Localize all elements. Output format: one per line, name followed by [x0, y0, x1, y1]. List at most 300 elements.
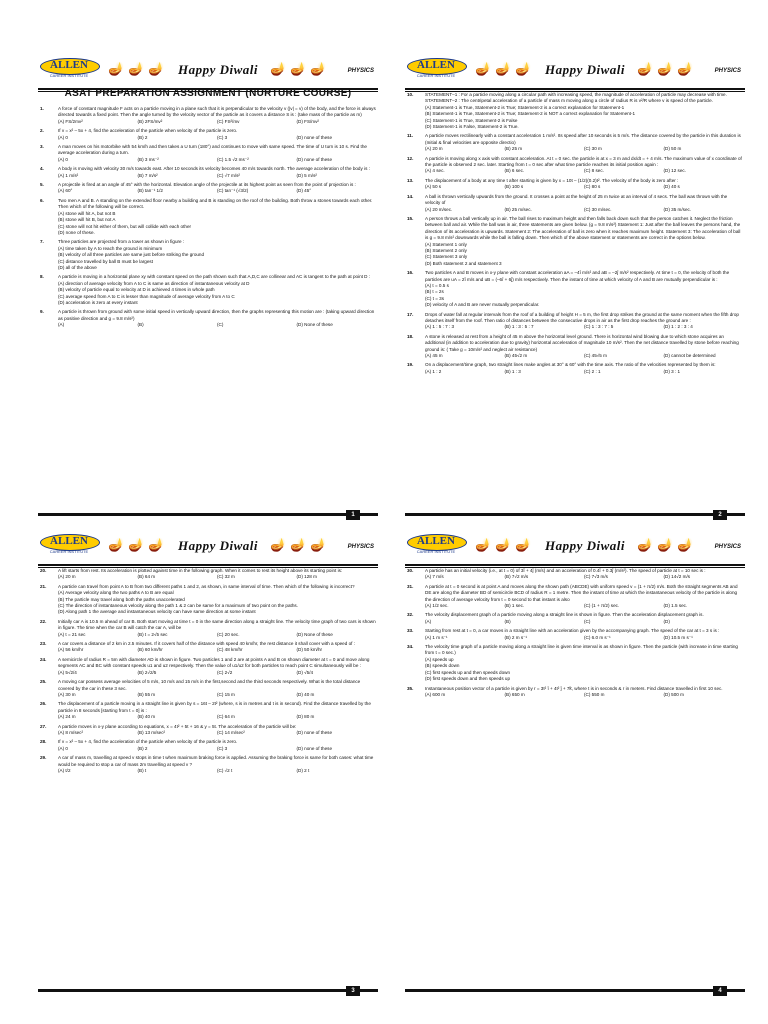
answer-option: (B) 2 m s⁻¹ — [504, 634, 528, 640]
question-number: 31. — [407, 583, 414, 589]
page-footer-rule — [38, 989, 378, 992]
question-text: A particle moves in x-y plane according to equations, x = 4t² + 5t + 16 & y = 5t. The acceleration of the particle will be: — [58, 723, 297, 729]
banner-text: Happy Diwali — [545, 62, 626, 77]
lamp-icon: 🪔 — [270, 537, 287, 552]
option-list — [425, 168, 743, 174]
option-list — [425, 353, 743, 359]
question-number: 8. — [40, 274, 44, 280]
answer-option: (D) none of these. — [58, 229, 95, 235]
answer-option: (C) Statement 3 only — [425, 254, 468, 260]
worksheet-page-3 — [38, 528, 378, 998]
answer-option: (D) 35 m/sec. — [663, 206, 692, 212]
option-list — [58, 173, 376, 179]
option-list — [58, 768, 376, 774]
question-item — [40, 739, 376, 752]
answer-option: (C) 80 s — [584, 184, 601, 190]
answer-option: (A) 1/2 sec. — [425, 603, 449, 609]
answer-option: (B) 2 — [137, 745, 148, 751]
answer-option: (A) 60° — [58, 188, 73, 194]
answer-option: (C) 64 m — [217, 714, 235, 720]
question-text: A stone is released at rest from a height of 45 m above the horizontal level ground. There is horizontal wind blowing due to which stone acquires an additional (in addition to acceleration due to gravity) horizontal acceleration of magnitude 10 m/s². Then the net distance travelled by stone before reaching ground is: ( Take g = 10m/s² and neglect air resistance) — [425, 333, 739, 352]
answer-option: (B) velocity of all three particles are same just before striking the ground — [58, 252, 205, 258]
question-item — [40, 679, 376, 698]
question-number: 7. — [40, 239, 44, 245]
lamp-icon: 🪔 — [148, 61, 165, 76]
question-number: 5. — [40, 182, 44, 188]
option-list — [58, 647, 376, 653]
question-item — [40, 619, 376, 638]
option-list — [425, 146, 743, 152]
question-number: 27. — [40, 723, 47, 729]
answer-option: (C) 20 sec. — [217, 631, 240, 637]
question-text: A particle moves rectilinearly with a constant acceleration 1 m/s². Its speed after 10 seconds is 5 m/s. The distance covered by the particle in this duration is (Initial & final velocities are opposite directio) — [425, 133, 741, 145]
answer-option: (C) 14 m/sec² — [217, 729, 245, 735]
lamp-icon: 🪔 — [108, 537, 125, 552]
question-number: 25. — [40, 679, 47, 685]
answer-option: (D) 45° — [296, 188, 312, 194]
question-item — [407, 156, 743, 175]
question-number: 19. — [407, 362, 414, 368]
answer-option: (B) 1 : 3 — [504, 368, 521, 374]
allen-logo: ALLEN CAREER INSTITUTE — [407, 534, 465, 558]
question-number: 15. — [407, 215, 414, 221]
worksheet-page-2 — [405, 52, 745, 522]
answer-option: (A) 20 m — [58, 574, 76, 580]
answer-option: (B) 7√2 m/s — [504, 574, 529, 580]
worksheet-page-1 — [38, 52, 378, 522]
question-number: 34. — [407, 644, 414, 650]
lamp-icon: 🪔 — [637, 61, 654, 76]
answer-option: (B) — [137, 322, 144, 328]
question-item — [407, 584, 743, 610]
answer-option: (A) 0 — [58, 745, 68, 751]
question-number: 10. — [407, 92, 414, 97]
question-number: 6. — [40, 197, 44, 203]
option-list — [58, 281, 376, 307]
answer-option: (D) 10.5 m s⁻¹ — [663, 634, 693, 640]
question-number: 9. — [40, 309, 44, 315]
answer-option: (A) 7 m/s — [425, 574, 444, 580]
answer-option: (A) t = 0.5 s — [425, 282, 449, 288]
answer-option: (C) first speeds up and then speeds down — [425, 669, 511, 675]
answer-option: (C) Statement-1 is True, Statement-2 is False — [425, 117, 518, 123]
answer-option: (D) FS/mv² — [296, 118, 319, 124]
answer-option: (A) t = 21 sec — [58, 631, 86, 637]
question-item — [40, 182, 376, 195]
question-number: 1. — [40, 106, 44, 111]
question-number: 35. — [407, 685, 414, 691]
answer-option: (B) velocity of particle equal to velocity at D is achieved 4 times in whole path — [58, 287, 215, 293]
lamp-icon: 🪔 — [310, 61, 327, 76]
option-list — [58, 692, 376, 698]
lamp-icon: 🪔 — [677, 61, 694, 76]
lamp-icon: 🪔 — [475, 537, 492, 552]
answer-option: (C) tan⁻¹ (√3/2) — [217, 188, 249, 194]
answer-option: (B) 3 ms⁻² — [137, 156, 159, 162]
question-text: A body is moving with velocity 30 m/s towards east. After 10 seconds its velocity becomes 40 m/s towards north. The average acceleration of the body is : — [58, 166, 370, 172]
question-item — [407, 362, 743, 375]
answer-option: (C) distance travelled by ball B must be largest — [58, 258, 153, 264]
answer-option: (B) Statement-1 is True, Statement-2 is True; Statement-2 is NOT a correct explanation for Statement-1 — [425, 111, 636, 117]
answer-option: (A) 20 m — [425, 146, 443, 152]
answer-option: (C) 3 — [217, 134, 228, 140]
question-item — [407, 178, 743, 191]
banner-text: Happy Diwali — [545, 538, 626, 553]
answer-option: (A) Average velocity along the two paths A to B are equal — [58, 590, 174, 596]
answer-option: (B) 60 km/hr — [137, 647, 163, 653]
question-number: 26. — [40, 701, 47, 707]
question-text: Two particles A and B moves in x-y plane with constant acceleration aA = –4î m/s² and aB = –2ĵ m/s² respectively. At time t = 0, the velocity of both the particles are uA = 2î m/s and uB = (–6î + 6ĵ) m/s respectively. Then the instant of time at which velocity of A and B are mutually perpendicular is : — [425, 270, 730, 282]
lamp-icon: 🪔 — [495, 61, 512, 76]
banner-text: Happy Diwali — [178, 538, 259, 553]
worksheet-page-4 — [405, 528, 745, 998]
option-list — [58, 246, 376, 272]
question-number: 3. — [40, 144, 44, 150]
answer-option: (D) all of the above — [58, 264, 97, 270]
question-text: On a displacement/time graph, two straight lines make angles at 30° & 60° with the time axis. The ratio of the velocities represented by them is: — [425, 362, 716, 368]
question-item — [40, 657, 376, 676]
answer-option: (C) — [217, 322, 224, 328]
answer-option: (C) stone will not hit either of them, but will collide with each other — [58, 223, 192, 229]
question-text: The velocity time graph of a particle moving along a straight line is given time interval is as shown in figure. Then the particle (with increase in time starting from t = 0 sec.) — [425, 644, 738, 656]
answer-option: (B) 55 m — [137, 691, 156, 697]
question-text: A projectile is fired at an angle of 45° with the horizontal. Elevation angle of the projectile at its highest point as seen from the point of projection is : — [58, 182, 356, 188]
answer-option: (D) Statement-1 is False, Statement-2 is True. — [425, 124, 519, 130]
answer-option: (C) 8 sec. — [584, 168, 604, 174]
option-list — [425, 105, 743, 131]
question-text: Starting from rest at t = 0, a car moves in a straight line with an acceleration given by the accompanying graph. The speed of the car at t = 3 s is : — [425, 628, 720, 634]
answer-option: (D) Both statement 2 and statement 3 — [425, 260, 502, 266]
question-list — [40, 568, 376, 777]
page-footer-rule — [38, 513, 378, 516]
answer-option: (C) 1 : 3 : 7 : 5 — [584, 324, 614, 330]
page-number: 4 — [713, 986, 727, 996]
question-number: 28. — [40, 739, 47, 745]
answer-option: (C) average speed from A to C is lesser than magnitude of average velocity from A to C — [58, 293, 235, 299]
answer-option: (A) 50 s — [425, 184, 442, 190]
question-item — [40, 724, 376, 737]
option-list — [58, 157, 376, 163]
answer-option: (D) cannot be determined — [663, 353, 716, 359]
question-item — [40, 274, 376, 306]
question-item — [407, 312, 743, 331]
question-text: Instantaneous position vector of a particle is given by r = 3t² î + 4t² ĵ + 7k̂, where t is in seconds & r in meters. Find distance travelled in first 10 sec. — [425, 685, 723, 691]
question-item — [40, 701, 376, 720]
question-text: A particle at t = 0 second is at point A and moves along the shown path (ABCDE) with uniform speed v = (1 + π/2) m/s. Both the straight segments AB and DE are along the diameter BD of semicircle BCD of radius R = 1 metre. Then the instant of time at which the instantaneous velocity of the particle is along the direction of average velocity from t = 0 second to that instant is also — [425, 583, 738, 602]
option-list — [58, 590, 376, 616]
answer-option: (C) 15 m — [217, 691, 235, 697]
answer-option: (A) 8 m/sec² — [58, 729, 84, 735]
answer-option: (C) 30 m — [584, 146, 602, 152]
lamp-icon: 🪔 — [290, 61, 307, 76]
answer-option: (B) 13 m/sec² — [137, 729, 166, 735]
answer-option: (C) 7√3 m/s — [584, 574, 608, 580]
page-header — [38, 58, 378, 84]
question-number: 2. — [40, 128, 44, 134]
question-text: The velocity displacement graph of a particle moving along a straight line is shown in figure. Then the acceleration displacement graph is. — [425, 612, 704, 618]
question-item — [40, 568, 376, 581]
question-number: 21. — [40, 583, 47, 589]
answer-option: (A) FS/2mv² — [58, 118, 83, 124]
question-text: A man moves on his motorbike with 54 km/h and then takes a U turn (180°) and continues to move with same speed. The time of U turn is 10 s. Find the average acceleration during a turn. — [58, 144, 367, 156]
answer-option: (A) Statement 1 only — [425, 241, 467, 247]
answer-option: (C) 2√2 — [217, 669, 233, 675]
allen-logo: ALLEN CAREER INSTITUTE — [407, 58, 465, 82]
subject-label: PHYSICS — [714, 68, 741, 74]
option-list — [425, 207, 743, 213]
answer-option: (D) 50 m — [663, 146, 682, 152]
answer-option: (C) √7 m/s² — [217, 172, 240, 178]
question-text: If v = x² – 5x + 4, find the acceleration of the particle when velocity of the particle is zero. — [58, 739, 238, 745]
lamp-icon: 🪔 — [475, 61, 492, 76]
question-number: 16. — [407, 270, 414, 276]
lamp-icon: 🪔 — [515, 537, 532, 552]
question-item — [407, 216, 743, 267]
lamp-icon: 🪔 — [270, 61, 287, 76]
option-list — [58, 632, 376, 638]
answer-option: (A) 45 m — [425, 353, 443, 359]
option-list — [58, 714, 376, 720]
question-number: 33. — [407, 628, 414, 634]
option-list — [425, 692, 743, 698]
answer-option: (A) t/2 — [58, 767, 71, 773]
question-item — [407, 334, 743, 360]
answer-option: (D) None of these — [296, 322, 333, 328]
option-list — [58, 730, 376, 736]
answer-option: (D) 3 : 1 — [663, 368, 681, 374]
answer-option: (D) first speeds down and then speeds up — [425, 676, 511, 682]
option-list — [58, 322, 376, 328]
answer-option: (B) 7 m/s² — [137, 172, 158, 178]
question-item — [407, 92, 743, 130]
answer-option: (B) Statement 2 only — [425, 247, 467, 253]
answer-option: (C) 32 m — [217, 574, 235, 580]
question-item — [40, 166, 376, 179]
answer-option: (A) 20 m/sec. — [425, 206, 453, 212]
lamp-icon: 🪔 — [148, 537, 165, 552]
answer-option: (A) 30 m — [58, 691, 76, 697]
answer-option: (B) 2FS/mv² — [137, 118, 163, 124]
question-text: A particle has an initial velocity (i.e., at t = 0) of 3î + 4ĵ (m/s) and an acceleration of 0.4î + 0.3ĵ (m/s²). The speed of particle at t = 10 sec is : — [425, 568, 706, 573]
answer-option: (D) none of these — [296, 134, 332, 140]
page-header — [38, 534, 378, 560]
question-item — [40, 144, 376, 163]
question-text: Three particles are projected from a tower as shown in figure : — [58, 239, 185, 245]
option-list — [58, 119, 376, 125]
answer-option: (C) (1 + π/2) sec. — [584, 603, 620, 609]
answer-option: (C) The direction of instantaneous velocity along the path 1 & 2 can be same for a maximum of two point on the paths. — [58, 603, 298, 609]
answer-option: (C) FS²/mv — [217, 118, 240, 124]
answer-option: (C) 48 km/hr — [217, 647, 243, 653]
answer-option: (B) 64 m — [137, 574, 156, 580]
option-list — [425, 635, 743, 641]
question-text: A car covers a distance of 2 km in 2.5 minutes. If it covers half of the distance with speed 40 km/hr, the rest distance it shall cover with a speed of : — [58, 641, 355, 647]
question-number: 24. — [40, 656, 47, 662]
question-item — [407, 644, 743, 682]
answer-option: (B) t = 2√5 sec — [137, 631, 168, 637]
lamp-icon: 🪔 — [677, 537, 694, 552]
page-header — [405, 58, 745, 84]
answer-option: (B) 650 m — [504, 691, 525, 697]
answer-option: (C) 2 : 1 — [584, 368, 601, 374]
answer-option: (B) stone will hit B, but not A — [58, 217, 116, 223]
answer-option: (D) √5/4 — [296, 669, 314, 675]
question-item — [40, 106, 376, 125]
answer-option: (B) — [504, 618, 511, 624]
question-text: A lift starts from rest. Its acceleration is plotted against time in the following graph. When it comes to rest its height above its starting point is: — [58, 568, 343, 573]
question-text: A particle can travel from point A to B from two different paths 1 and 2, as shown, in same interval of time. Then which of the following is incorrect? — [58, 583, 355, 589]
answer-option: (A) 5√2/4 — [58, 669, 77, 675]
answer-option: (B) 1 : 3 : 5 : 7 — [504, 324, 534, 330]
question-text: The displacement of a body at any time t after starting is given by x = 10t – (1/2)(0.2)t². The velocity of the body is zero after : — [425, 177, 679, 183]
answer-option: (B) speeds down — [425, 663, 460, 669]
answer-option: (D) 128 m — [296, 574, 317, 580]
question-text: A force of constant magnitude F acts on a particle moving in a plane such that it is perpendicular to the velocity v (|v| = v) of the body, and the force is always directed towards a fixed point. Then the angle turned by the velocity vector of the particle as it covers a distance S is : (take mass of the particle as m) — [58, 106, 376, 118]
answer-option: (A) — [425, 618, 432, 624]
answer-option: (D) 40 m — [296, 691, 315, 697]
answer-option: (B) 6 sec. — [504, 168, 525, 174]
answer-option: (B) t — [137, 767, 147, 773]
question-text: A ball is thrown vertically upwards from the ground. It crosses a point at the height of 25 m twice at an interval of 4 secs. The ball was thrown with the velocity of — [425, 193, 728, 206]
answer-option: (D) None of these — [296, 631, 333, 637]
page-number: 2 — [713, 510, 727, 520]
answer-option: (D) none of these — [296, 156, 332, 162]
answer-option: (A) time taken by A to reach the ground is minimum — [58, 245, 163, 251]
answer-option: (D) 12 sec. — [663, 168, 686, 174]
answer-option: (C) t = 3s — [425, 295, 445, 301]
answer-option: (D) 2 t — [296, 767, 310, 773]
option-list — [58, 188, 376, 194]
question-text: Two men A and B. A standing on the extended floor nearby a building and B is standing on the roof of the building. Both throw a stones towards each other. Then which of the following will be correct. — [58, 197, 373, 210]
option-list — [58, 746, 376, 752]
answer-option: (B) The particle may travel along both the paths unaccelerated — [58, 596, 185, 602]
answer-option: (C) 6.0 m s⁻¹ — [584, 634, 611, 640]
option-list — [425, 619, 743, 625]
answer-option: (D) 14√2 m/s — [663, 574, 691, 580]
answer-option: (D) 40 s — [663, 184, 680, 190]
allen-logo: ALLEN CAREER INSTITUTE — [40, 534, 98, 558]
question-list — [407, 568, 743, 701]
option-list — [58, 211, 376, 237]
question-number: 23. — [40, 641, 47, 647]
answer-option: (A) direction of average velocity from A to C is same as direction of instantaneous velocity at D — [58, 280, 250, 286]
page-number: 3 — [346, 986, 360, 996]
question-item — [40, 641, 376, 654]
question-text: A car of mass m, travelling at speed v stops in time t when maximum braking force is applied. Assuming the braking force is same for both cases: what time would be required to stop a car of mass 2m travelling at speed v ? — [58, 755, 374, 767]
answer-option: (C) 3 — [217, 745, 228, 751]
page-footer-rule — [405, 989, 745, 992]
answer-option: (B) 1 sec. — [504, 603, 525, 609]
answer-option: (A) stone will hit A, but not B — [58, 210, 116, 216]
banner-text: Happy Diwali — [178, 62, 259, 77]
question-list — [40, 106, 376, 332]
question-item — [407, 133, 743, 152]
answer-option: (D) Along path 1 the average and instantaneous velocity can have same direction at some instant — [58, 609, 256, 615]
question-text: A particle is moving in a horizontal plane xy with constant speed on the path shown such that A,D,C are collinear and AC is tangent to the path at point D : — [58, 274, 371, 280]
page-header — [405, 534, 745, 560]
question-item — [40, 239, 376, 271]
option-list — [425, 242, 743, 268]
question-item — [40, 584, 376, 616]
option-list — [425, 369, 743, 375]
page-number: 1 — [346, 510, 360, 520]
question-item — [407, 194, 743, 213]
option-list — [58, 670, 376, 676]
lamp-icon: 🪔 — [290, 537, 307, 552]
question-list — [407, 92, 743, 378]
answer-option: (B) 100 s — [504, 184, 524, 190]
question-item — [407, 612, 743, 625]
lamp-icon: 🪔 — [310, 537, 327, 552]
question-number: 30. — [407, 568, 414, 573]
answer-option: (A) 1 m s⁻¹ — [425, 634, 448, 640]
answer-option: (A) — [58, 322, 65, 328]
question-number: 17. — [407, 311, 414, 317]
answer-option: (D) 80 m — [296, 714, 315, 720]
page-title: ASAT PREPARATION ASSIGNMENT (NURTURE COURSE) — [64, 88, 352, 99]
subject-label: PHYSICS — [347, 544, 374, 550]
answer-option: (B) 25 m — [504, 146, 523, 152]
lamp-icon: 🪔 — [128, 537, 145, 552]
lamp-icon: 🪔 — [515, 61, 532, 76]
option-list — [425, 657, 743, 683]
answer-option: (A) 24 m — [58, 714, 76, 720]
subject-label: PHYSICS — [714, 544, 741, 550]
option-list — [425, 324, 743, 330]
answer-option: (D) 500 m — [663, 691, 684, 697]
question-text: If v = x² – 5x + 4, find the acceleration of the particle when velocity of the particle is zero. — [58, 128, 238, 134]
question-item — [407, 568, 743, 581]
lamp-icon: 🪔 — [657, 537, 674, 552]
answer-option: (C) 1.5 √2 ms⁻² — [217, 156, 249, 162]
option-list — [425, 574, 743, 580]
question-number: 14. — [407, 193, 414, 199]
question-text: Initially car A is 10.5 m ahead of car B. Both start moving at time t = 0 in the same direction along a straight line. The velocity time graph of two cars is shown in figure. The time when the car B will catch the car A, will be — [58, 618, 376, 631]
answer-option: (B) tan⁻¹ 1/2 — [137, 188, 163, 194]
option-list — [58, 574, 376, 580]
answer-option: (C) √2 t — [217, 767, 233, 773]
answer-option: (A) 56 km/hr — [58, 647, 84, 653]
allen-logo: ALLEN CAREER INSTITUTE — [40, 58, 98, 82]
answer-option: (D) acceleration is zero at every instant — [58, 299, 138, 305]
question-item — [407, 628, 743, 641]
answer-option: (B) 2√2/5 — [137, 669, 157, 675]
answer-option: (D) 1 : 2 : 3 : 4 — [663, 324, 693, 330]
answer-option: (C) 30 m/sec. — [584, 206, 612, 212]
answer-option: (A) 1 : 5 : 7 : 3 — [425, 324, 455, 330]
question-text: A moving car possess average velocities of 5 m/s, 10 m/s and 15 m/s in the first,second and the third seconds respectively. What is the total distance covered by the car in these 3 sec. — [58, 679, 361, 691]
question-number: 32. — [407, 612, 414, 618]
answer-option: (B) 40 m — [137, 714, 156, 720]
question-text: A particle is moving along x axis with constant acceleration. At t = 0 sec. the particle is at x = 3 m and dx/dt = + 4 m/s. The maximum value of x coordinate of the particle is observed 2 sec. later. Starting from t = 0 sec after what time particle reaches its initial position again : — [425, 155, 742, 168]
question-number: 12. — [407, 155, 414, 161]
answer-option: (C) — [584, 618, 591, 624]
answer-option: (A) 1 : 2 — [425, 368, 442, 374]
question-number: 4. — [40, 166, 44, 172]
answer-option: (C) 45√5 m — [584, 353, 607, 359]
lamp-icon: 🪔 — [495, 537, 512, 552]
answer-option: (D) 50 km/hr — [296, 647, 323, 653]
question-number: 22. — [40, 618, 47, 624]
question-item — [40, 309, 376, 328]
answer-option: (C) 550 m — [584, 691, 605, 697]
option-list — [58, 135, 376, 141]
lamp-icon: 🪔 — [128, 61, 145, 76]
question-item — [40, 755, 376, 774]
answer-option: (A) 0 — [58, 156, 68, 162]
answer-option: (D) 5 m/s² — [296, 172, 317, 178]
question-text: The displacement of a particle moving in a straight line is given by s = 16t – 2t² (where, s is in metres and t is in second). Find the distance travelled by the particle in 8 seconds [starting from t = 0] is : — [58, 701, 371, 713]
